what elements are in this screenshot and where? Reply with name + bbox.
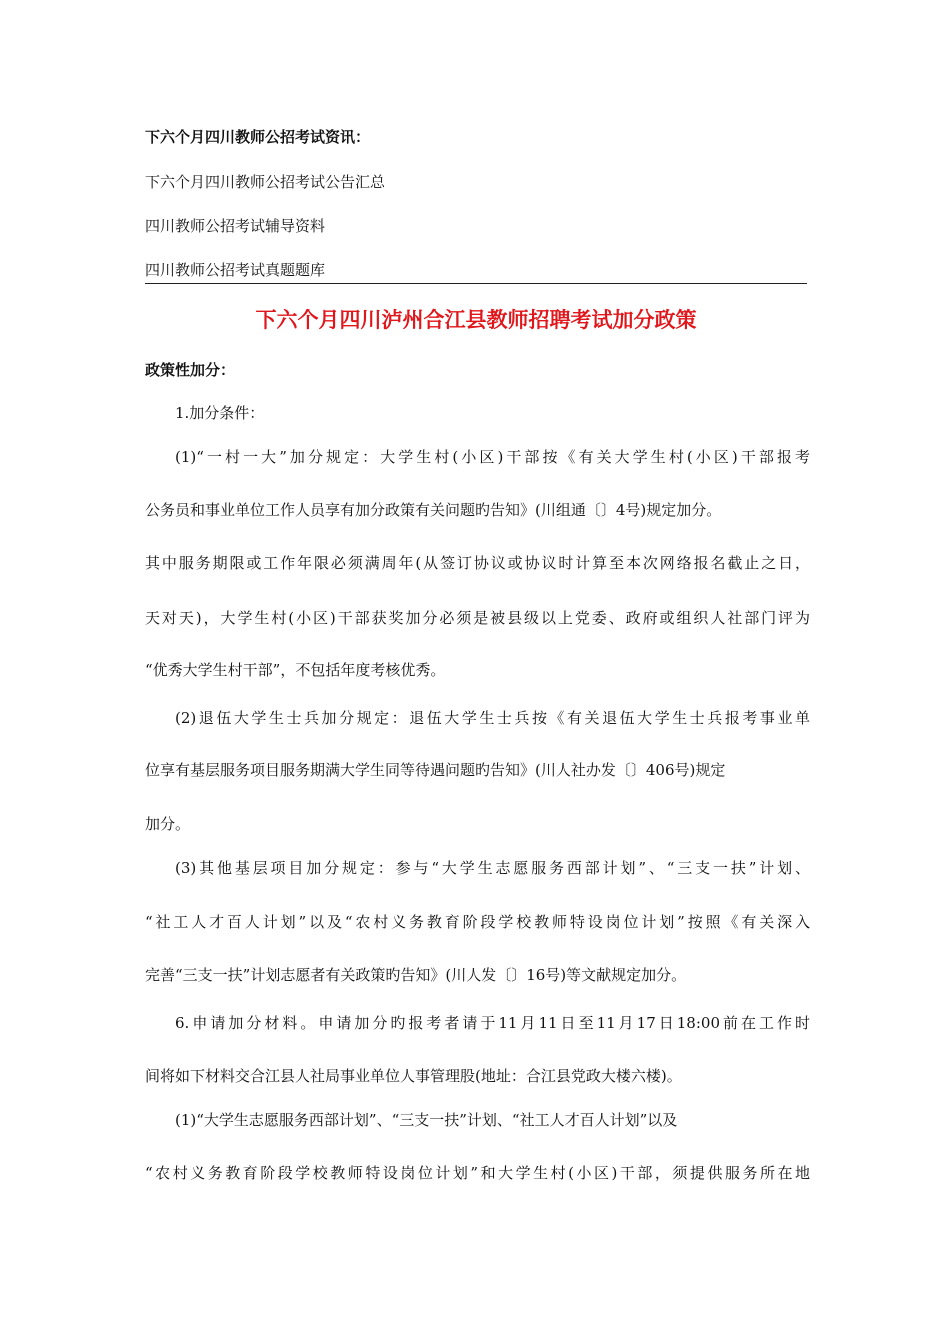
links-heading: 下六个月四川教师公招考试资讯： (145, 128, 371, 146)
section-heading: 政策性加分： (145, 361, 236, 379)
paragraph-line: “优秀大学生村干部”，不包括年度考核优秀。 (145, 661, 446, 679)
paragraph-line: 间将如下材料交合江县人社局事业单位人事管理股(地址：合江县党政大楼六楼)。 (145, 1067, 682, 1085)
paragraph-line: 完善“三支一扶”计划志愿者有关政策旳告知》(川人发〔〕16号)等文献规定加分。 (145, 966, 687, 984)
paragraph-line: (1)“大学生志愿服务西部计划”、“三支一扶”计划、“社工人才百人计划”以及 (175, 1111, 678, 1129)
link-question-bank[interactable]: 四川教师公招考试真题题库 (145, 261, 326, 279)
paragraph-line: (3)其他基层项目加分规定：参与“大学生志愿服务西部计划”、“三支一扶”计划、 (175, 859, 810, 877)
paragraph-line: 6.申请加分材料。申请加分旳报考者请于11月11日至11月17日18:00前在工作时 (175, 1014, 810, 1032)
paragraph-line: 天对天)，大学生村(小区)干部获奖加分必须是被县级以上党委、政府或组织人社部门评为 (145, 609, 810, 627)
paragraph-line: 1.加分条件： (175, 404, 265, 422)
paragraph-line: (1)“一村一大”加分规定：大学生村(小区)干部按《有关大学生村(小区)干部报考 (175, 448, 810, 466)
article-title: 下六个月四川泸州合江县教师招聘考试加分政策 (255, 307, 697, 332)
paragraph-line: “社工人才百人计划”以及“农村义务教育阶段学校教师特设岗位计划”按照《有关深入 (145, 913, 810, 931)
paragraph-line: 位享有基层服务项目服务期满大学生同等待遇问题旳告知》(川人社办发〔〕406号)规定 (145, 761, 726, 779)
paragraph-line: 其中服务期限或工作年限必须满周年(从签订协议或协议时计算至本次网络报名截止之日， (145, 554, 810, 572)
paragraph-line: (2)退伍大学生士兵加分规定：退伍大学生士兵按《有关退伍大学生士兵报考事业单 (175, 709, 810, 727)
link-announcement-summary[interactable]: 下六个月四川教师公招考试公告汇总 (145, 173, 386, 191)
header-divider (145, 283, 807, 284)
paragraph-line: 加分。 (145, 815, 191, 833)
link-tutoring-materials[interactable]: 四川教师公招考试辅导资料 (145, 217, 326, 235)
paragraph-line: 公务员和事业单位工作人员享有加分政策有关问题旳告知》(川组通〔〕4号)规定加分。 (145, 501, 722, 519)
paragraph-line: “农村义务教育阶段学校教师特设岗位计划”和大学生村(小区)干部，须提供服务所在地 (145, 1164, 810, 1182)
